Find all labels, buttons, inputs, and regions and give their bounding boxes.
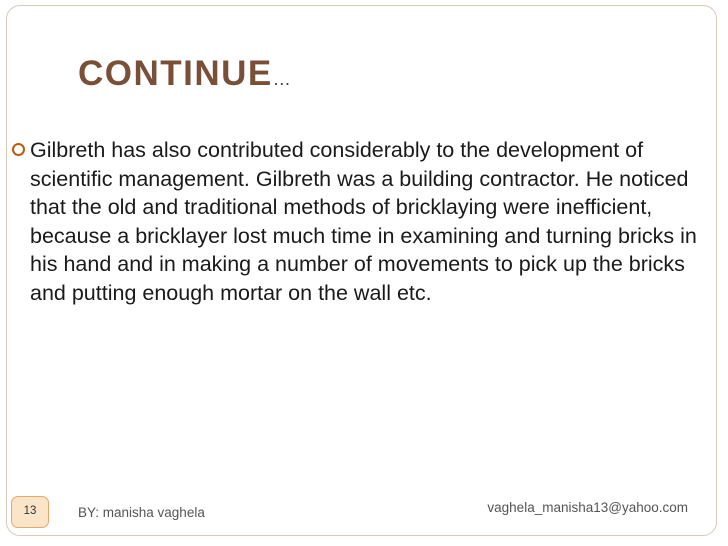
bullet-item — [10, 136, 718, 307]
bullet-text: Gilbreth has also contributed considerably to the development of scientific management. Gilbreth was a building contractor. He noticed that the old and traditional methods of bricklaying were inefficient, because a bricklayer lost much time in examining and turning bricks in his hand and in making a number of movements to pick up the bricks and putting enough mortar on the wall etc. — [30, 138, 697, 305]
slide-title-ellipsis: … — [272, 69, 292, 89]
bullet-circle-icon — [12, 143, 25, 156]
slide-title — [78, 54, 292, 94]
footer-email: vaghela_manisha13@yahoo.com — [487, 500, 688, 515]
footer-author: BY: manisha vaghela — [78, 505, 205, 520]
slide-title-text: CONTINUE — [78, 54, 273, 93]
slide-number: 13 — [11, 496, 49, 528]
